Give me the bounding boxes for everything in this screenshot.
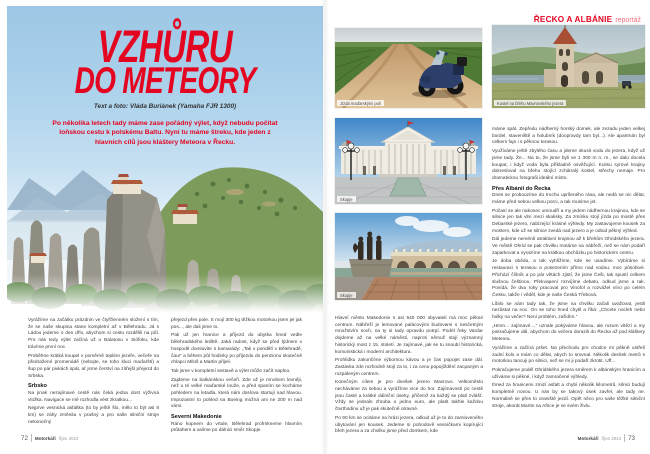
photo-motorcycle-field bbox=[335, 28, 482, 108]
body-paragraph: přejezd přes pole. S mojí 300 kg těžkou motorkou jsem jel jak pos..., ale dali jsme to. bbox=[171, 318, 302, 330]
photo-caption: Skopje bbox=[337, 292, 356, 298]
section-header-title: ŘECKO A ALBÁNIE bbox=[533, 15, 613, 24]
page-number: 72 bbox=[21, 434, 28, 442]
body-paragraph: Hlavní město Makedonie s asi 540 000 obyvateli má moc pěkné centrum. Nábřeží je lemované palácovými budovami s nesčetným množstvím soch, na ty si tady opravdu potrpí. Podél řeky Vardar dojdeme až na velké náměstí, naproti němuž stojí významný historický most z 15. století. Je zajímavé, jak se tu snoubí historická, komunistická i moderní architektura. bbox=[335, 316, 483, 355]
left-column-2 bbox=[171, 318, 302, 437]
body-paragraph: Na jinak nezajímavé cestě nás čeká jedna dost výživná vložka. Navigace se mě rozhodla vést zkratkou... bbox=[28, 390, 159, 403]
body-paragraph: Pak už jen hranice a příjezd do ubytka hned vedle bělehradského letiště. Jaká radost, když se před týdnem v hospodě domluvíte s kamarády: „Tak v pondělí v Bělehradě, čau!“ a během půl hodinky po příjezdu do penzionu skutečně chlapci Miloš a Martin přijeli. bbox=[171, 333, 302, 366]
right-column-1 bbox=[335, 316, 483, 438]
meteora-photo bbox=[7, 6, 323, 316]
page-number: 73 bbox=[628, 434, 635, 442]
photo-caption: Jízda maďarskými poli bbox=[337, 100, 384, 106]
section-header-tag: reportáž bbox=[615, 17, 641, 24]
photo-caption: Skopje bbox=[337, 196, 356, 202]
body-paragraph: Vyrážíme na začátku prázdnin ve čtyřčlenném složení s tím, že se naše skupina stane kompletní až v Bělehradu. Já s Ládou jedeme o den dřív, abychom si cestu rozdělili na půl. Pro nás tedy výlet začíná už u Balatonu v Siófoku, kde trávíme první noc. bbox=[28, 318, 159, 350]
body-paragraph: Nejprve vesnická asfaltka (to by ještě šlo, mělo to být asi 8 km) se záhy změnila v prašný a pro naše silniční stroje nekonečný bbox=[28, 406, 159, 425]
title-line-2: DO METEORY bbox=[74, 60, 256, 102]
body-paragraph: máme spát. Zepředu nádherný horský domek, ale zezadu jeden velkej bordel, staveniště a holubník (doopravdy tam byl...). Ale apartmán byl celkem fajn i s pěknou terasou. bbox=[492, 127, 645, 146]
body-paragraph: Ráno kopnem do vrtule, Bělehrad profrnkneme hlavním průtahem a valíme po dálnici směr Skopje. bbox=[171, 421, 302, 434]
magazine-brand: Motorkáři bbox=[577, 435, 599, 441]
right-page-footer bbox=[578, 434, 635, 442]
body-paragraph: Po 90 km se ocitáme na hrázi jezera, odkud už je to do zamluveného ubytování jen kousek. Jedeme si pohodově vesničkami kopírující břeh jezera a za chvilku jsme před domkem, kde bbox=[335, 415, 483, 435]
section-heading-makedonie: Severní Makedonie bbox=[171, 414, 222, 421]
body-paragraph: Líbilo se nám tady tak, že jsme na chvilku začali uvažovat, jestli nezůstat na noc. On se toho hned chytil a říká: „Chcete nocleh nebo holky na večer? Není problém, zařídím.“ bbox=[492, 301, 645, 321]
right-page bbox=[329, 6, 645, 447]
section-heading-albanie: Přes Albánii do Řecka bbox=[492, 185, 551, 192]
body-paragraph: „Hmm... zajímavé...,“ uznale pokýváme hlavou, ale rozum vítězí a my pokračujeme dál, abychom do večera dorazili do Řecka až pod kláštery Meteora. bbox=[492, 323, 645, 343]
section-heading-srbsko: Srbsko bbox=[28, 383, 47, 390]
photo-bottom-fade bbox=[7, 274, 323, 316]
left-page bbox=[7, 6, 323, 447]
body-paragraph: Konečným cílem je pro dnešek jezero Mavrovo. Velkoměsto necháváme za sebou a vyrážíme více do hor. Zajímavostí po cestě jsou časté a krátké dálniční úseky, přičemž za každý se platí zvlášť. Vždy se jednalo zhruba o jedno euro, ale platit takhle každou čtvrthodinu už je pak skutečně otravné. bbox=[335, 380, 483, 413]
body-paragraph: Ihned za hranicemi zmizí asfalt a chybí několik kilometrů, silnici budují kompletně novou. U nás by se takový úsek zavřel, ale tady ne. Normálně se přes to oraniště jezdí. Opět něco pro naše těžké silniční stroje, akorát Martin na Africe je ve svém živlu. bbox=[492, 383, 645, 409]
body-paragraph: Zajdeme na balkánskou večeři. Zde už je mnohem levněji, než u té velké maďarské louže, a před spaním se kocháme pohledem na letadla, která nám doslova startují nad hlavou. Impozantní to pohled na Boeing možná ani ne 200 m nad vámi. bbox=[171, 377, 302, 410]
stone-bridge bbox=[391, 249, 482, 268]
monastery-left bbox=[29, 253, 47, 263]
photo-skopje-museum bbox=[335, 118, 482, 204]
magazine-issue: říjen 2024 bbox=[601, 435, 622, 441]
body-paragraph: Využíváme ještě zbylého času a jdeme okusit vodu do jezera, když už jsme tady. Že... Na to, že jsme byli ve 1 300 m n. m., se dalo docela koupat, i když voda byla příkladně osvěžující. Kulisu syrové krajiny dokresloval na břehu stojící zchátralý kostel, střechy nemaje. Pro dramatickou fotografii ideální místo. bbox=[492, 149, 645, 181]
body-paragraph: Prohlídku zakončíme výbornou kávou a je čas popojet zase dál. Zastávka zde rozhodně stojí za to, i za cenu popojíždění zacpaným a rozpáleným centrem. bbox=[335, 358, 483, 377]
body-paragraph: Počasí se ale nakonec umoudří a my jedem nádhernou krajinou, kde se silnice jen tak vlní mezi skalisky. Za zmínku stojí jízda po mostě přes Debarské jezero, nabízející krásné výhledy. My zastavujeme kousek za mostem, kde už se silnice zvedá nad jezero a je odtud pěkný výhled. bbox=[492, 208, 645, 234]
intro-paragraph: Po několika letech tady máme zase pořádný výlet, když nebudu počítat loňskou cestu k polskému Baltu. Nyní tu máme štreku, kde jeden z hlavních cílů jsou kláštery Meteora v Řecku. bbox=[52, 120, 278, 146]
monastery-center bbox=[111, 174, 143, 194]
photo-skopje-bridge bbox=[335, 213, 482, 300]
body-paragraph: Proběhne krátká koupel v poměrně teplém jezeře, večeře na předražené promenádě (nebojte, se toho kluci maďarští) a šup po pár pivkách spát, ať jsme čerství na zítřejší přejezd do Srbska. bbox=[28, 353, 159, 379]
footer-divider bbox=[624, 434, 625, 442]
body-paragraph: Je doba oběda, a tak vyhlížíme, kde se usadíme. Vybíráme si restauraci s terasou a posezením přímo nad vodou, moc působivé. Přichází číšník a po pár větách zjistí, že jsme Češi, tak spustí celkem slušnou češtinou. Překvapení rozvíjíme debatu, odkud jsme a tak. Povídá, že dva roky pracoval pro Vinofol a rozvážel víno po celém Česku, takže i věděl, kde je naše Česká Třebová. bbox=[492, 259, 645, 298]
photo-lake-church bbox=[492, 25, 645, 108]
body-paragraph: Dnes se probouzíme do trochu upršeného rána, ale nedá se nic dělat, máme před sebou velkou porci, a tak musíme jet. bbox=[492, 193, 645, 205]
footer-divider bbox=[31, 434, 32, 442]
body-paragraph: Pokračujeme podél Ohridského jezera směrem k albánským hranicím a užíváme si pěkné, i když zamračené výhledy. bbox=[492, 368, 645, 380]
magazine-brand: Motorkáři bbox=[34, 435, 56, 441]
byline: Text a foto: Vláda Buriánek (Yamaha FJR 1300) bbox=[93, 103, 237, 110]
body-paragraph: Vyrážíme a začíná pršet. Na přechodu pro chodce mi pěkně ustřelí zadní kolo a mám co dělat, abych to srovnal. Několik desítek metrů s motorkou tancuji po silnici, než se mi ji podaří zkrotit. Uff... bbox=[492, 345, 645, 365]
right-column-2 bbox=[492, 127, 645, 412]
article-title bbox=[7, 21, 323, 102]
magazine-issue: říjen 2024 bbox=[58, 435, 79, 441]
page-gutter bbox=[321, 0, 329, 454]
body-paragraph: Tak jsme v kompletní sestavě a výlet může začít naplno. bbox=[171, 368, 291, 374]
left-page-footer bbox=[21, 434, 78, 442]
left-column-1 bbox=[28, 318, 159, 428]
body-paragraph: Dál jedeme neméně atraktivní krajinou až k břehům Ohridského jezera. Ve městě Ohrid se pak chvilku motáme na nábřeží, než se nám podaří zaparkovat a vyrazíme na krátkou obchůzku po historickém centru. bbox=[492, 237, 645, 256]
title-line-1: VZHŮRU bbox=[97, 21, 233, 72]
photo-caption: Kostel na břehu Mavrovského jezera bbox=[494, 100, 566, 106]
